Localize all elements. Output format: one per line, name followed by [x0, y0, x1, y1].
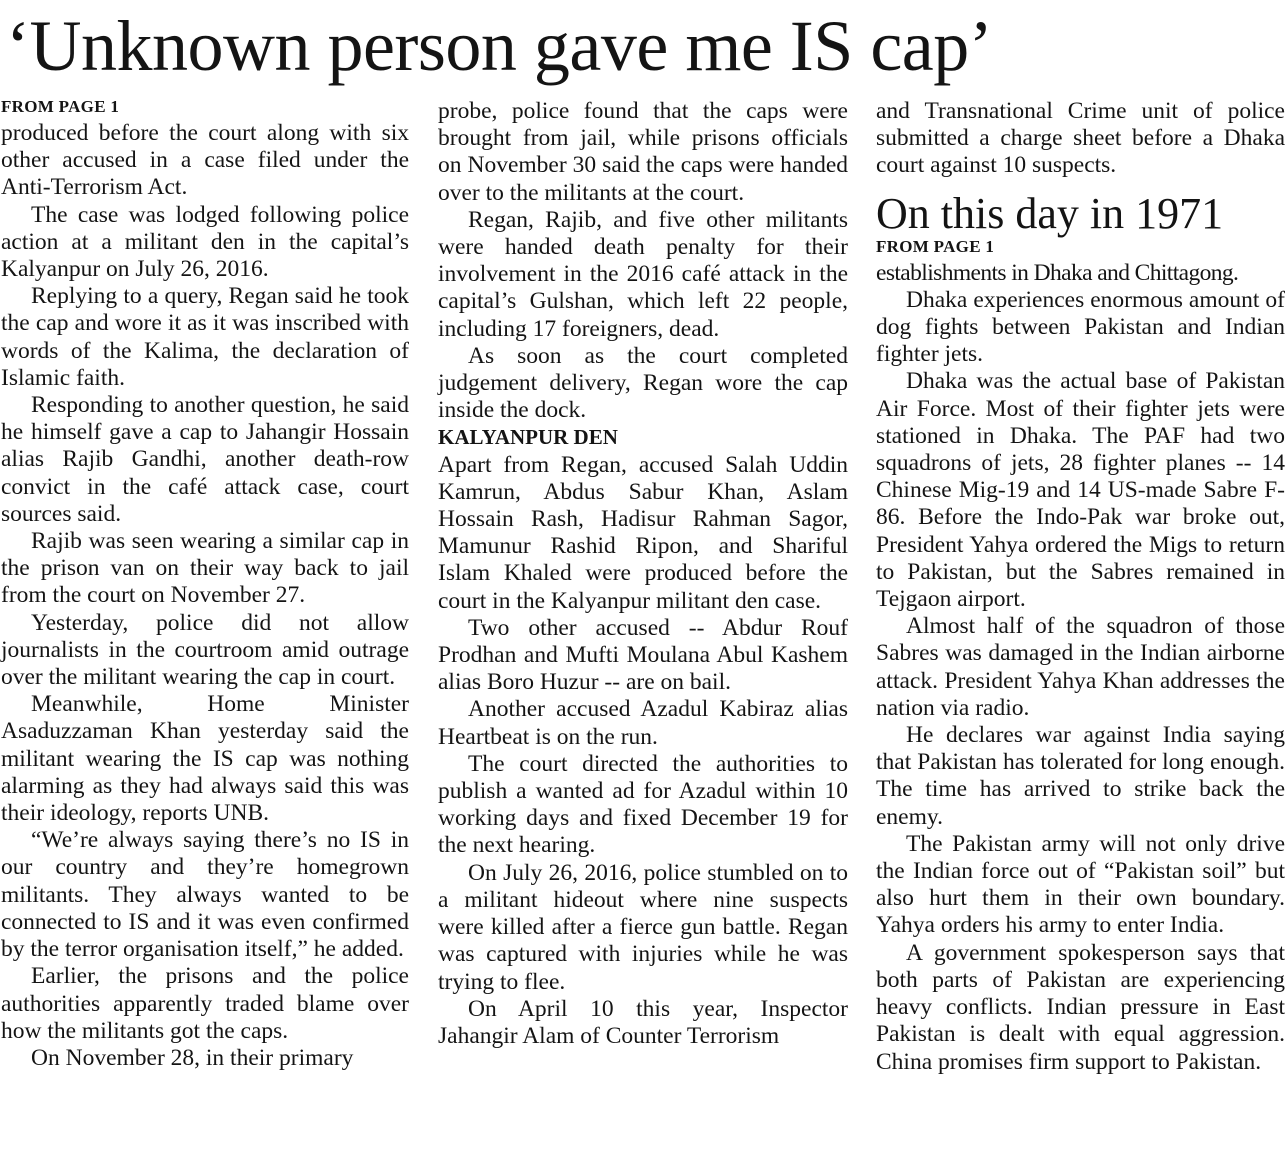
- paragraph: The court directed the authorities to publish a wanted ad for Azadul within 10 working days and fixed December 19 for the next hearing.: [438, 750, 848, 859]
- paragraph: Almost half of the squadron of those Sabres was damaged in the Indian airborne attack. President Yahya Khan addresses the nation via radio.: [876, 613, 1285, 721]
- from-page-kicker: FROM PAGE 1: [876, 236, 995, 256]
- article-column-1: [1, 98, 409, 1072]
- paragraph: Yesterday, police did not allow journalists in the courtroom amid outrage over the militant wearing the cap in court.: [1, 609, 409, 691]
- paragraph: establishments in Dhaka and Chittagong.: [876, 259, 1239, 286]
- article-column-2: [438, 98, 848, 1050]
- secondary-headline: On this day in 1971: [876, 188, 1224, 238]
- subheading: KALYANPUR DEN: [438, 425, 618, 450]
- paragraph: Rajib was seen wearing a similar cap in the prison van on their way back to jail from the court on November 27.: [1, 528, 409, 609]
- paragraph: Responding to another question, he said he himself gave a cap to Jahangir Hossain alias Rajib Gandhi, another death-row convict in the café attack case, court sources said.: [1, 392, 409, 527]
- paragraph: Dhaka experiences enormous amount of dog fights between Pakistan and Indian fighter jets.: [876, 286, 1285, 368]
- paragraph: The case was lodged following police action at a militant den in the capital’s Kalyanpur on July 26, 2016.: [1, 201, 409, 283]
- paragraph: Another accused Azadul Kabiraz alias Heartbeat is on the run.: [438, 696, 848, 750]
- article-headline: ‘Unknown person gave me IS cap’: [6, 6, 993, 86]
- paragraph: On July 26, 2016, police stumbled on to a militant hideout where nine suspects were killed after a fierce gun battle. Regan was captured with injuries while he was trying to flee.: [438, 859, 848, 995]
- article-column-3: [876, 98, 1285, 1076]
- paragraph: On April 10 this year, Inspector Jahangir Alam of Counter Terrorism: [438, 995, 848, 1049]
- paragraph: and Transnational Crime unit of police submitted a charge sheet before a Dhaka court against 10 suspects.: [876, 98, 1285, 179]
- quote-paragraph: “We’re always saying there’s no IS in our country and they’re homegrown militants. They always wanted to be connected to IS and it was even confirmed by the terror organisation itself,” he added.: [1, 827, 409, 963]
- paragraph: He declares war against India saying that Pakistan has tolerated for long enough. The time has arrived to strike back the enemy.: [876, 722, 1285, 830]
- paragraph: Regan, Rajib, and five other militants were handed death penalty for their involvement in the 2016 café attack in the capital’s Gulshan, which left 22 people, including 17 foreigners, dead.: [438, 206, 848, 342]
- paragraph: Meanwhile, Home Minister Asaduzzaman Khan yesterday said the militant wearing the IS cap was nothing alarming as they had always said this was their ideology, reports UNB.: [1, 691, 409, 827]
- paragraph: Dhaka was the actual base of Pakistan Air Force. Most of their fighter jets were stationed in Dhaka. The PAF had two squadrons of jets, 28 fighter planes -- 14 Chinese Mig-19 and 14 US-made Sabre F-86. Before the Indo-Pak war broke out, President Yahya ordered the Migs to return to Pakistan, but the Sabres remained in Tejgaon airport.: [876, 368, 1285, 613]
- paragraph: Apart from Regan, accused Salah Uddin Kamrun, Abdus Sabur Khan, Aslam Hossain Rash, Hadisur Rahman Sagor, Mamunur Rashid Ripon, and Shariful Islam Khaled were produced before the court in the Kalyanpur militant den case.: [438, 451, 848, 614]
- paragraph: On November 28, in their primary: [31, 1044, 354, 1071]
- paragraph: produced before the court along with six other accused in a case filed under the Anti-Terrorism Act.: [1, 120, 409, 201]
- paragraph: Earlier, the prisons and the police authorities apparently traded blame over how the militants got the caps.: [1, 963, 409, 1044]
- from-page-kicker: FROM PAGE 1: [1, 97, 120, 116]
- paragraph: Replying to a query, Regan said he took the cap and wore it as it was inscribed with words of the Kalima, the declaration of Islamic faith.: [1, 283, 409, 391]
- paragraph: A government spokesperson says that both parts of Pakistan are experiencing heavy conflicts. Indian pressure in East Pakistan is dealt with equal aggression. China promises firm support to Pakistan.: [876, 939, 1285, 1075]
- paragraph: As soon as the court completed judgement delivery, Regan wore the cap inside the dock.: [438, 342, 848, 424]
- paragraph: probe, police found that the caps were brought from jail, while prisons officials on November 30 said the caps were handed over to the militants at the court.: [438, 98, 848, 206]
- paragraph: Two other accused -- Abdur Rouf Prodhan and Mufti Moulana Abul Kashem alias Boro Huzur -- are on bail.: [438, 614, 848, 696]
- paragraph: The Pakistan army will not only drive the Indian force out of “Pakistan soil” but also hurt them in their own boundary. Yahya orders his army to enter India.: [876, 830, 1285, 939]
